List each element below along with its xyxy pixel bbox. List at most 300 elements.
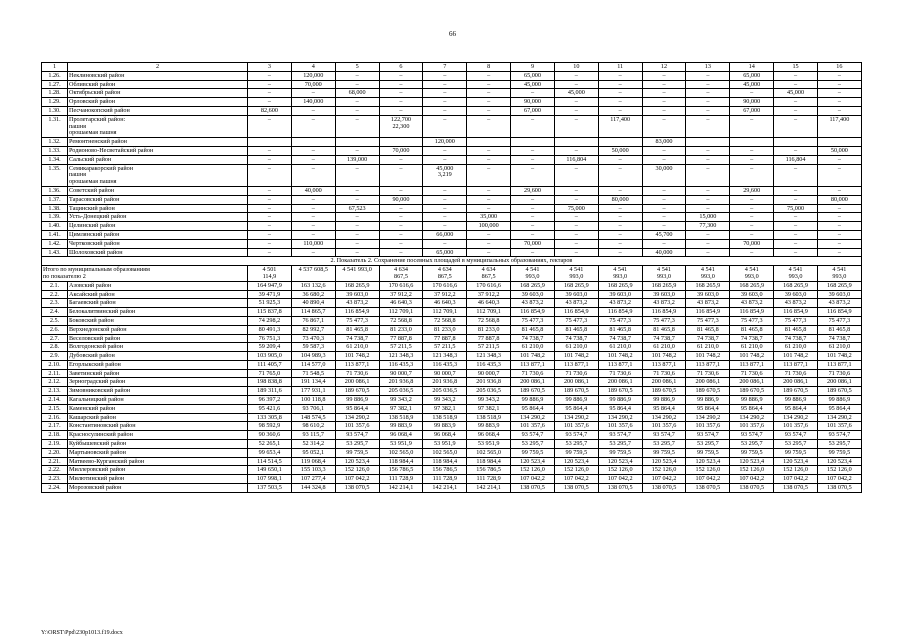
column-number: 7 (423, 63, 467, 72)
value-cell: 99 883,9 (467, 422, 511, 431)
value-cell (774, 266, 818, 282)
value-cell: – (291, 230, 335, 239)
value-cell: 95 864,4 (686, 404, 730, 413)
district-name-line: пашня (69, 122, 86, 130)
value-cell: 113 877,1 (598, 360, 642, 369)
value-cell: 68,000 (335, 89, 379, 98)
row-number: 2.9. (42, 352, 68, 361)
district-name (68, 404, 248, 413)
value-cell: 39 603,0 (335, 290, 379, 299)
value-cell: – (379, 213, 423, 222)
district-name-line: Орловский район (69, 98, 116, 106)
value-cell: 98 610,2 (291, 422, 335, 431)
value-cell: 142 214,1 (467, 484, 511, 493)
value-cell: 71 548,5 (291, 369, 335, 378)
value-cell: 74 738,7 (511, 334, 555, 343)
value-cell: 77 887,8 (467, 334, 511, 343)
row-number: 1.27. (42, 80, 68, 89)
district-name-line: Пролетарский район: (69, 115, 126, 123)
value-cell: 101 357,6 (511, 422, 555, 431)
row-number: 2.7. (42, 334, 68, 343)
district-name (68, 484, 248, 493)
value-cell: – (554, 213, 598, 222)
value-line: 993,0 (744, 272, 759, 280)
value-cell: – (598, 222, 642, 231)
value-cell: 46 640,3 (423, 299, 467, 308)
value-cell: 53 295,7 (686, 440, 730, 449)
value-cell: – (686, 164, 730, 186)
value-cell: – (598, 155, 642, 164)
value-cell: 71 730,6 (642, 369, 686, 378)
row-number: 1.42. (42, 239, 68, 248)
value-cell: – (423, 146, 467, 155)
district-name (68, 387, 248, 396)
value-cell: 112 709,1 (379, 308, 423, 317)
value-cell: 156 786,5 (467, 466, 511, 475)
value-cell: 72 568,8 (423, 316, 467, 325)
table-row (42, 308, 862, 317)
value-cell: 67,523 (335, 204, 379, 213)
value-cell: – (379, 80, 423, 89)
value-cell: – (774, 239, 818, 248)
value-cell (248, 266, 292, 282)
row-number: 1.41. (42, 230, 68, 239)
value-cell: 95 864,4 (511, 404, 555, 413)
row-number: 1.40. (42, 222, 68, 231)
value-cell: – (642, 98, 686, 107)
value-cell: 43 873,2 (335, 299, 379, 308)
value-cell: 61 210,0 (730, 343, 774, 352)
value-cell (511, 138, 555, 147)
value-cell: 95 864,4 (817, 404, 861, 413)
value-cell: – (598, 80, 642, 89)
value-cell: – (686, 115, 730, 137)
value-cell: 95 052,1 (291, 448, 335, 457)
value-cell: – (686, 89, 730, 98)
value-cell: 81 465,8 (511, 325, 555, 334)
value-cell: 77 887,8 (423, 334, 467, 343)
value-cell: 101 748,2 (554, 352, 598, 361)
value-cell: – (686, 146, 730, 155)
table-row (42, 222, 862, 231)
value-cell: 101 748,2 (598, 352, 642, 361)
value-cell: 74 738,7 (817, 334, 861, 343)
value-cell: 74 738,7 (686, 334, 730, 343)
value-cell: 4 537 608,5 (291, 266, 335, 282)
value-cell: 50,000 (598, 146, 642, 155)
value-cell (817, 266, 861, 282)
value-cell: 99 886,9 (642, 396, 686, 405)
value-cell: 99 886,9 (598, 396, 642, 405)
value-cell: 99 759,5 (511, 448, 555, 457)
value-cell: 74 738,7 (774, 334, 818, 343)
value-cell: 81 465,8 (598, 325, 642, 334)
value-cell: 138 070,5 (335, 484, 379, 493)
footer-file-path: Y:\ORST\Ppd\230p1013.f19.docx (41, 630, 123, 636)
value-cell: 36 680,2 (291, 290, 335, 299)
value-cell: 120 523,4 (642, 457, 686, 466)
value-cell: – (291, 115, 335, 137)
row-number: 2.18. (42, 431, 68, 440)
value-cell: 95 864,4 (774, 404, 818, 413)
value-cell: 138 070,5 (774, 484, 818, 493)
value-cell: 53 295,7 (335, 440, 379, 449)
value-cell: – (598, 204, 642, 213)
row-number: 2.24. (42, 484, 68, 493)
value-line: 993,0 (613, 272, 628, 280)
value-cell: 103 905,0 (248, 352, 292, 361)
value-cell: – (423, 213, 467, 222)
value-cell: 116 854,9 (730, 308, 774, 317)
district-name-line: Константиновский район (69, 422, 136, 430)
value-cell: 70,000 (730, 239, 774, 248)
value-cell: – (817, 89, 861, 98)
value-cell: 95 864,4 (730, 404, 774, 413)
row-number: 2.20. (42, 448, 68, 457)
value-cell: 93 574,7 (730, 431, 774, 440)
value-cell: 90 000,7 (379, 369, 423, 378)
district-name (68, 155, 248, 164)
district-name (68, 343, 248, 352)
value-cell: – (511, 204, 555, 213)
column-number: 15 (774, 63, 818, 72)
value-cell: – (248, 80, 292, 89)
value-cell: – (817, 80, 861, 89)
value-cell: 200 086,1 (554, 378, 598, 387)
value-cell: 134 290,2 (598, 413, 642, 422)
value-cell: 99 886,9 (335, 396, 379, 405)
value-cell: 30,000 (642, 164, 686, 186)
table-row (42, 378, 862, 387)
value-cell: 93 574,7 (774, 431, 818, 440)
value-line: 22,300 (392, 122, 410, 130)
value-cell: – (335, 106, 379, 115)
value-cell (774, 138, 818, 147)
value-cell: – (554, 222, 598, 231)
table-row (42, 396, 862, 405)
value-cell: 134 290,2 (686, 413, 730, 422)
value-cell: – (730, 204, 774, 213)
value-line: 4 541 (700, 266, 715, 274)
value-cell: – (686, 80, 730, 89)
value-cell: 107 277,4 (291, 475, 335, 484)
value-cell: – (554, 98, 598, 107)
value-cell: 99 759,5 (730, 448, 774, 457)
value-cell: – (686, 155, 730, 164)
value-cell: 189 670,5 (686, 387, 730, 396)
value-cell: 189 670,5 (598, 387, 642, 396)
column-number: 1 (42, 63, 68, 72)
value-cell: – (335, 80, 379, 89)
section-title: 2. Показатель 2. Сохранение посевных площадей в муниципальных образованиях, гектаров (42, 257, 862, 266)
value-cell: 96 068,4 (423, 431, 467, 440)
district-name (68, 204, 248, 213)
row-number: 1.28. (42, 89, 68, 98)
value-cell: 99 886,9 (686, 396, 730, 405)
value-cell: 39 603,0 (642, 290, 686, 299)
value-cell: – (686, 186, 730, 195)
value-cell: 116 854,9 (774, 308, 818, 317)
district-name (68, 146, 248, 155)
row-number: 2.2. (42, 290, 68, 299)
value-cell: – (774, 164, 818, 186)
district-name (68, 448, 248, 457)
value-cell: – (423, 71, 467, 80)
district-name (68, 431, 248, 440)
value-cell: – (248, 230, 292, 239)
value-cell: – (554, 230, 598, 239)
value-cell: – (335, 115, 379, 137)
district-name (68, 466, 248, 475)
district-name (68, 369, 248, 378)
district-name-line: Кашарский район (69, 413, 116, 421)
value-cell: 113 877,1 (642, 360, 686, 369)
row-number: 1.38. (42, 204, 68, 213)
value-cell: 139,000 (335, 155, 379, 164)
table-row (42, 440, 862, 449)
table-row (42, 186, 862, 195)
value-cell: 116,804 (554, 155, 598, 164)
value-cell: – (248, 248, 292, 257)
value-cell: 53 295,7 (774, 440, 818, 449)
value-cell: 140,000 (291, 98, 335, 107)
value-cell: – (598, 248, 642, 257)
value-cell: 43 873,2 (642, 299, 686, 308)
value-cell: – (730, 195, 774, 204)
district-name-line: Целинский район (69, 222, 116, 230)
value-cell: 43 873,2 (554, 299, 598, 308)
value-cell: – (423, 98, 467, 107)
row-number: 2.13. (42, 387, 68, 396)
district-name (68, 98, 248, 107)
value-cell: 39 603,0 (686, 290, 730, 299)
value-cell: 120 523,4 (730, 457, 774, 466)
value-cell: – (774, 230, 818, 239)
value-cell: – (248, 155, 292, 164)
value-cell: – (423, 195, 467, 204)
table-row (42, 360, 862, 369)
value-cell: 67,000 (511, 106, 555, 115)
district-name (68, 164, 248, 186)
value-cell: 156 786,5 (379, 466, 423, 475)
district-name-line: Белокалитвинский район (69, 308, 136, 316)
table-row (42, 98, 862, 107)
table-row (42, 164, 862, 186)
value-cell: 53 951,9 (379, 440, 423, 449)
value-cell: 98 592,9 (248, 422, 292, 431)
value-cell: – (379, 106, 423, 115)
value-cell: 111 728,9 (467, 475, 511, 484)
value-cell: 97 382,1 (467, 404, 511, 413)
value-cell: 111 728,9 (379, 475, 423, 484)
value-cell: – (817, 230, 861, 239)
value-cell: – (511, 222, 555, 231)
value-cell: 37 912,2 (467, 290, 511, 299)
value-cell: 96 068,4 (379, 431, 423, 440)
value-cell: 116,804 (774, 155, 818, 164)
total-label-line: Итого по муниципальным образованиям (43, 266, 150, 274)
district-name-line: Милютинский район (69, 475, 125, 483)
value-cell: 200 086,1 (642, 378, 686, 387)
value-line: 4 541 (788, 266, 803, 274)
value-cell: 118 984,4 (467, 457, 511, 466)
value-cell: – (642, 239, 686, 248)
row-number: 2.4. (42, 308, 68, 317)
value-cell: 170 616,6 (379, 281, 423, 290)
value-cell: – (248, 195, 292, 204)
value-cell (467, 138, 511, 147)
district-name-line: орошаемая пашня (69, 129, 117, 137)
value-cell: 134 290,2 (335, 413, 379, 422)
district-name-line: Чертковский район (69, 239, 120, 247)
value-cell: 82 992,7 (291, 325, 335, 334)
district-name-line: Аксайский район (69, 290, 115, 298)
value-cell: 80,000 (817, 195, 861, 204)
value-cell: 74 738,7 (730, 334, 774, 343)
value-cell: – (598, 164, 642, 186)
value-cell: 116 435,3 (467, 360, 511, 369)
value-cell: 138 070,5 (817, 484, 861, 493)
value-cell: 168 265,9 (730, 281, 774, 290)
value-cell: 99 759,5 (642, 448, 686, 457)
value-cell: 45,000 (554, 89, 598, 98)
value-line: 993,0 (569, 272, 584, 280)
value-cell: 120 523,4 (774, 457, 818, 466)
value-cell: – (423, 106, 467, 115)
value-line: 4 541 (569, 266, 584, 274)
district-name (68, 138, 248, 147)
value-cell: 90 000,7 (423, 369, 467, 378)
value-cell: 75 477,3 (642, 316, 686, 325)
value-cell: 101 357,6 (686, 422, 730, 431)
column-number: 12 (642, 63, 686, 72)
value-cell: 113 877,1 (686, 360, 730, 369)
value-cell: 81 465,8 (817, 325, 861, 334)
value-cell: 80,000 (598, 195, 642, 204)
value-cell (686, 266, 730, 282)
value-cell: 75 477,3 (730, 316, 774, 325)
value-cell: 134 290,2 (511, 413, 555, 422)
district-name (68, 213, 248, 222)
value-cell: 101 357,6 (817, 422, 861, 431)
value-cell: 104 989,3 (291, 352, 335, 361)
value-cell: 81 465,8 (642, 325, 686, 334)
value-cell: 81 233,0 (423, 325, 467, 334)
value-cell: – (335, 186, 379, 195)
value-cell: – (598, 186, 642, 195)
value-cell: 57 211,5 (467, 343, 511, 352)
value-cell: 120 523,4 (335, 457, 379, 466)
value-cell: 198 838,8 (248, 378, 292, 387)
value-cell: – (423, 222, 467, 231)
district-name (68, 230, 248, 239)
value-cell: 101 357,6 (730, 422, 774, 431)
value-cell: 113 877,1 (335, 360, 379, 369)
value-cell: 51 925,3 (248, 299, 292, 308)
value-cell: 205 036,5 (467, 387, 511, 396)
row-number: 1.26. (42, 71, 68, 80)
value-cell: 99 886,9 (774, 396, 818, 405)
value-line: 993,0 (525, 272, 540, 280)
value-cell: 61 210,0 (554, 343, 598, 352)
value-line: 4 541 (657, 266, 671, 274)
district-name (68, 106, 248, 115)
value-cell: 152 126,0 (730, 466, 774, 475)
column-number: 16 (817, 63, 861, 72)
row-number: 1.30. (42, 106, 68, 115)
value-cell: 116 435,3 (379, 360, 423, 369)
table-row (42, 146, 862, 155)
value-cell: 201 936,8 (423, 378, 467, 387)
table-row (42, 248, 862, 257)
district-name-line: Волгодонской район (69, 343, 124, 351)
value-cell: 138 518,9 (423, 413, 467, 422)
district-name (68, 475, 248, 484)
row-number: 1.36. (42, 186, 68, 195)
value-cell: 107 042,2 (511, 475, 555, 484)
value-cell: 168 265,9 (817, 281, 861, 290)
value-cell: 95 864,4 (598, 404, 642, 413)
total-label (42, 266, 248, 282)
value-line: 4 501 (262, 266, 277, 274)
value-cell: 99 886,9 (554, 396, 598, 405)
value-cell: 200 086,1 (730, 378, 774, 387)
value-cell: 177 931,1 (291, 387, 335, 396)
value-cell: 82,600 (248, 106, 292, 115)
district-name (68, 352, 248, 361)
value-cell: 53 295,7 (511, 440, 555, 449)
value-cell: 138 070,5 (686, 484, 730, 493)
value-cell: – (511, 213, 555, 222)
value-cell: 65,000 (730, 71, 774, 80)
row-number: 2.17. (42, 422, 68, 431)
value-cell: 40 890,4 (291, 299, 335, 308)
value-cell: 43 873,2 (511, 299, 555, 308)
value-cell: 99 759,5 (335, 448, 379, 457)
value-cell (686, 138, 730, 147)
value-cell: 107 042,2 (730, 475, 774, 484)
value-cell (248, 138, 292, 147)
row-number: 1.37. (42, 195, 68, 204)
value-cell: 133 305,8 (248, 413, 292, 422)
value-cell: – (467, 71, 511, 80)
value-cell: – (467, 155, 511, 164)
value-cell: 29,600 (511, 186, 555, 195)
value-cell: 74 738,7 (598, 334, 642, 343)
value-cell: 119 068,4 (291, 457, 335, 466)
value-cell: – (686, 71, 730, 80)
row-number: 1.43. (42, 248, 68, 257)
value-cell: 138 070,5 (642, 484, 686, 493)
table-row (42, 316, 862, 325)
value-cell: 39 603,0 (554, 290, 598, 299)
row-number: 2.1. (42, 281, 68, 290)
district-name (68, 422, 248, 431)
value-cell: 101 357,6 (774, 422, 818, 431)
value-cell: 90 360,6 (248, 431, 292, 440)
value-cell: 53 295,7 (730, 440, 774, 449)
row-number: 2.23. (42, 475, 68, 484)
district-name (68, 308, 248, 317)
value-cell: 76 751,3 (248, 334, 292, 343)
value-cell: – (291, 204, 335, 213)
value-cell: – (642, 213, 686, 222)
value-cell: 45,000 (730, 80, 774, 89)
value-cell: – (730, 248, 774, 257)
table-row (42, 115, 862, 137)
value-cell: 37 912,2 (423, 290, 467, 299)
value-cell: – (598, 71, 642, 80)
